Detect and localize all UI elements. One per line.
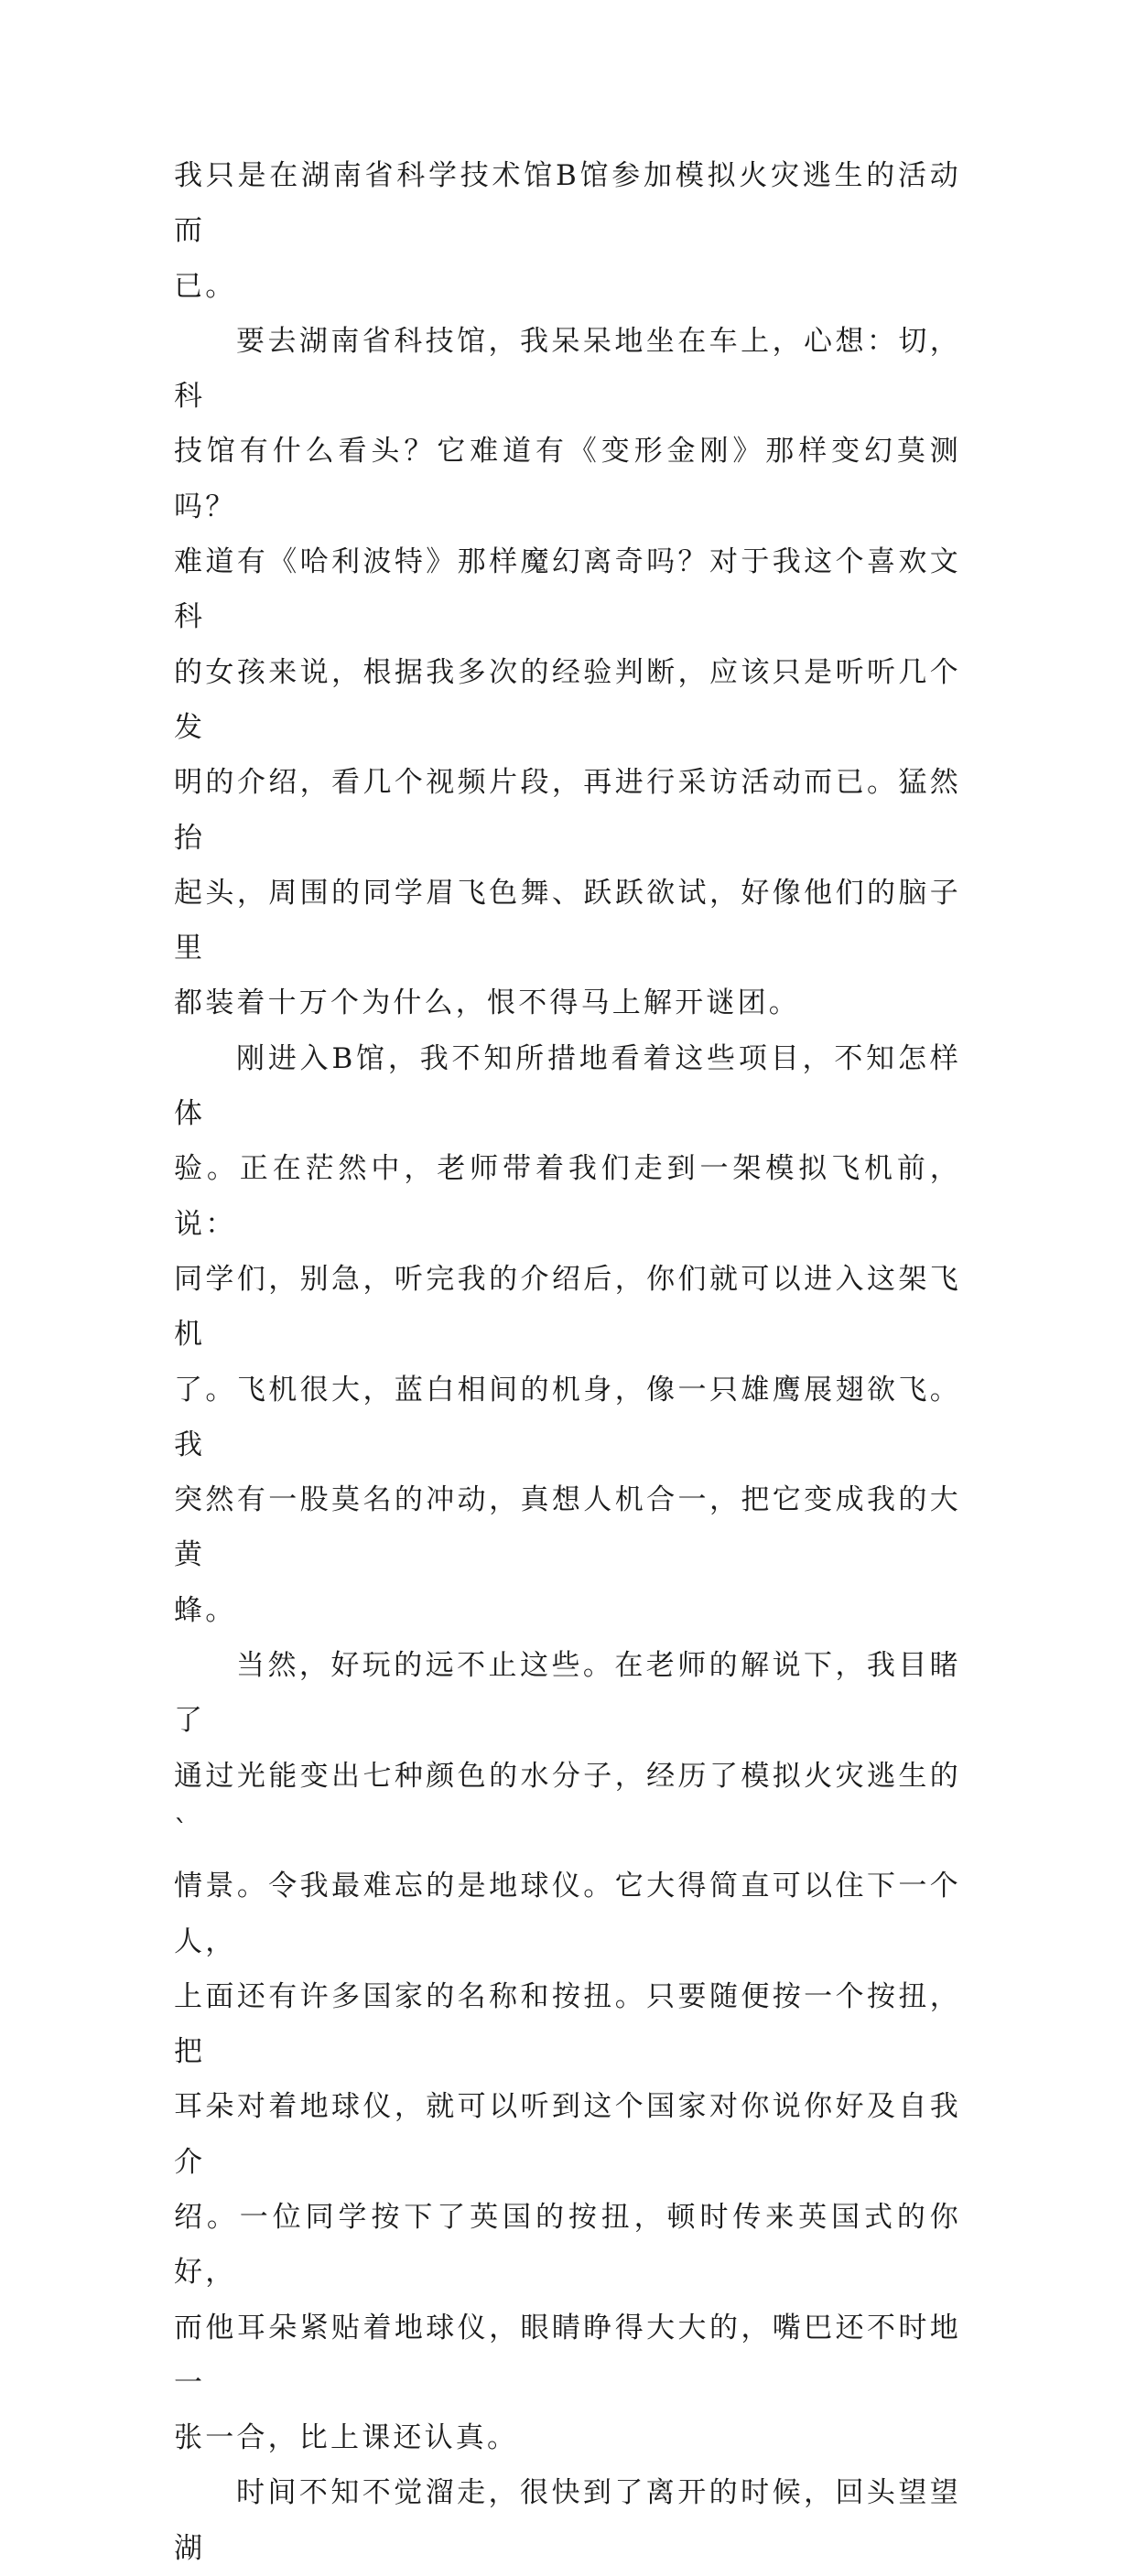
paragraph-5: 时间不知不觉溜走，很快到了离开的时候，回头望望湖 (174, 2476, 961, 2565)
paragraph-2: 要去湖南省科技馆，我呆呆地坐在车上，心想：切，科 技馆有什么看头？它难道有《变形金刚》那样变幻莫测吗？ 难道有《哈利波特》那样魔幻离奇吗？对于我这个喜欢文科 的女孩来说，根据我多次的经验判断，应该只是听听几个发 明的介绍，看几个视频片段，再进行采访活动而已。猛然抬 起头，周围的同学眉飞色舞、跃跃欲试，好像他们的脑子里 都装着十万个为什么，恨不得马上解开谜团。 (174, 324, 961, 1020)
paragraph-1: 我只是在湖南省科学技术馆B馆参加模拟火灾逃生的活动而 已。 (174, 159, 961, 303)
paragraph-4: 当然，好玩的远不止这些。在老师的解说下，我目睹了 通过光能变出七种颜色的水分子，经历了模拟火灾逃生的` 情景。令我最难忘的是地球仪。它大得简直可以住下一个人， 上面还有许多国家的名称和按扭。只要随便按一个按扭，把 耳朵对着地球仪，就可以听到这个国家对你说你好及自我介 绍。一位同学按下了英国的按扭，顿时传来英国式的你好， 而他耳朵紧贴着地球仪，眼睛睁得大大的，嘴巴还不时地一 张一合，比上课还认真。 (174, 1649, 961, 2455)
paragraph-3: 刚进入B馆，我不知所措地看着这些项目，不知怎样体 验。正在茫然中，老师带着我们走到一架模拟飞机前，说： 同学们，别急，听完我的介绍后，你们就可以进入这架飞机 了。飞机很大，蓝白相间的机身，像一只雄鹰展翅欲飞。我 突然有一股莫名的冲动，真想人机合一，把它变成我的大黄 蜂。 (174, 1041, 961, 1627)
article-body (174, 148, 961, 2576)
